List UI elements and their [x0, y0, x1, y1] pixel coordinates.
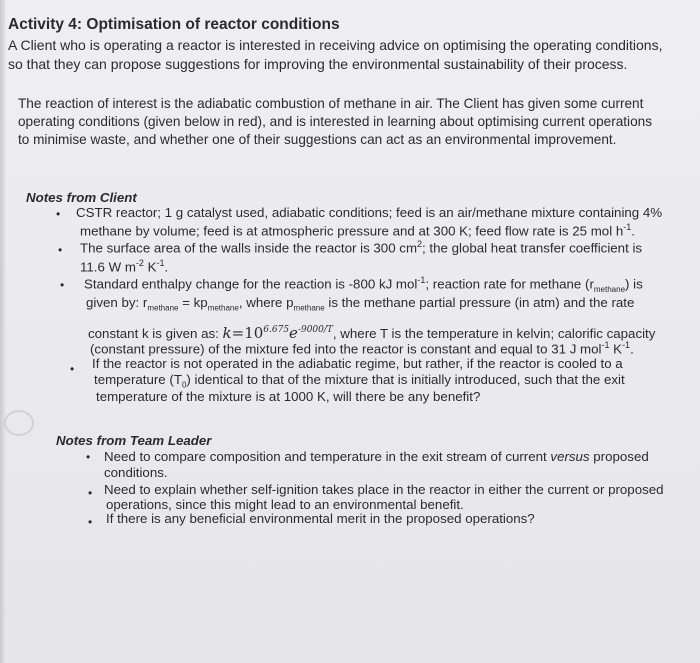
activity-title: Activity 4: Optimisation of reactor conditions: [8, 16, 340, 33]
bullet-icon: •: [88, 486, 93, 500]
client-b2-line-2: 11.6 W $m^{-2}$ $K^{-1}$.: [80, 258, 169, 275]
client-b4-line-2: temperature $(T_0)$ identical to that of the mixture that is initially introduced, such that the exit: [94, 372, 625, 390]
client-b3-line-2: given by: $r_{methane} = kp_{methane}$, where $p_{methane}$ is the methane partial pressure (in atm) and the rate: [86, 295, 635, 313]
leader-b1-line-1: Need to compare composition and temperature in the exit stream of current versus proposed: [104, 449, 649, 464]
page-edge: [0, 0, 6, 663]
bullet-icon: •: [88, 515, 93, 529]
client-notes-heading: Notes from Client: [26, 190, 137, 205]
leader-b3-line-1: If there is any beneficial environmental merit in the proposed operations?: [106, 511, 535, 526]
leader-b1-line-2: conditions.: [104, 465, 168, 480]
client-b4-line-3: temperature of the mixture is at 1000 K, will there be any benefit?: [96, 389, 481, 404]
bullet-icon: •: [86, 450, 91, 464]
intro-line-1: A Client who is operating a reactor is interested in receiving advice on optimising the operating conditions,: [8, 37, 663, 53]
bullet-icon: •: [60, 278, 65, 292]
client-b3-line-1: Standard enthalpy change for the reaction is -800 kJ mol$^{-1}$; reaction rate for methane $(r_{methane})$ is: [84, 275, 643, 295]
leader-b2-line-2: operations, since this might lead to an environmental benefit.: [106, 497, 464, 512]
bullet-icon: •: [58, 243, 63, 257]
bullet-icon: •: [56, 207, 61, 221]
client-b3-line-3: constant k is given as: $k=10^{6.675}e^{-9000/T}$, where T is the temperature in kelvin; calorific capacity: [88, 324, 656, 342]
leader-b2-line-1: Need to explain whether self-ignition takes place in the reactor in either the current or proposed: [104, 482, 664, 497]
rate-constant-formula: $k=10^{6.675}e^{-9000/T}$: [222, 324, 333, 342]
client-b2-line-1: The surface area of the walls inside the reactor is 300 $cm^2$; the global heat transfer coefficient is: [80, 239, 643, 256]
paper-stain: [4, 410, 34, 436]
bullet-icon: •: [70, 362, 75, 376]
client-b1-line-2: methane by volume; feed is at atmospheric pressure and at 300 K; feed flow rate is 25 mol $h^{-1}$.: [80, 222, 635, 239]
intro-line-2: so that they can propose suggestions for improving the environmental sustainability of their process.: [8, 56, 628, 72]
para2-line-3: to minimise waste, and whether one of their suggestions can act as an environmental improvement.: [18, 132, 617, 147]
leader-notes-heading: Notes from Team Leader: [56, 433, 212, 448]
client-b4-line-1: If the reactor is not operated in the adiabatic regime, but rather, if the reactor is cooled to a: [92, 356, 623, 371]
para2-line-2: operating conditions (given below in red), and is interested in learning about optimising current operations: [18, 114, 652, 129]
client-b3-line-4: (constant pressure) of the mixture fed into the reactor is constant and equal to 31 J mol$^{-1}$ $K^{-1}$.: [90, 340, 634, 357]
client-b1-line-1: CSTR reactor; 1 g catalyst used, adiabatic conditions; feed is an air/methane mixture containing 4%: [76, 205, 663, 220]
para2-line-1: The reaction of interest is the adiabatic combustion of methane in air. The Client has given some current: [18, 96, 644, 111]
